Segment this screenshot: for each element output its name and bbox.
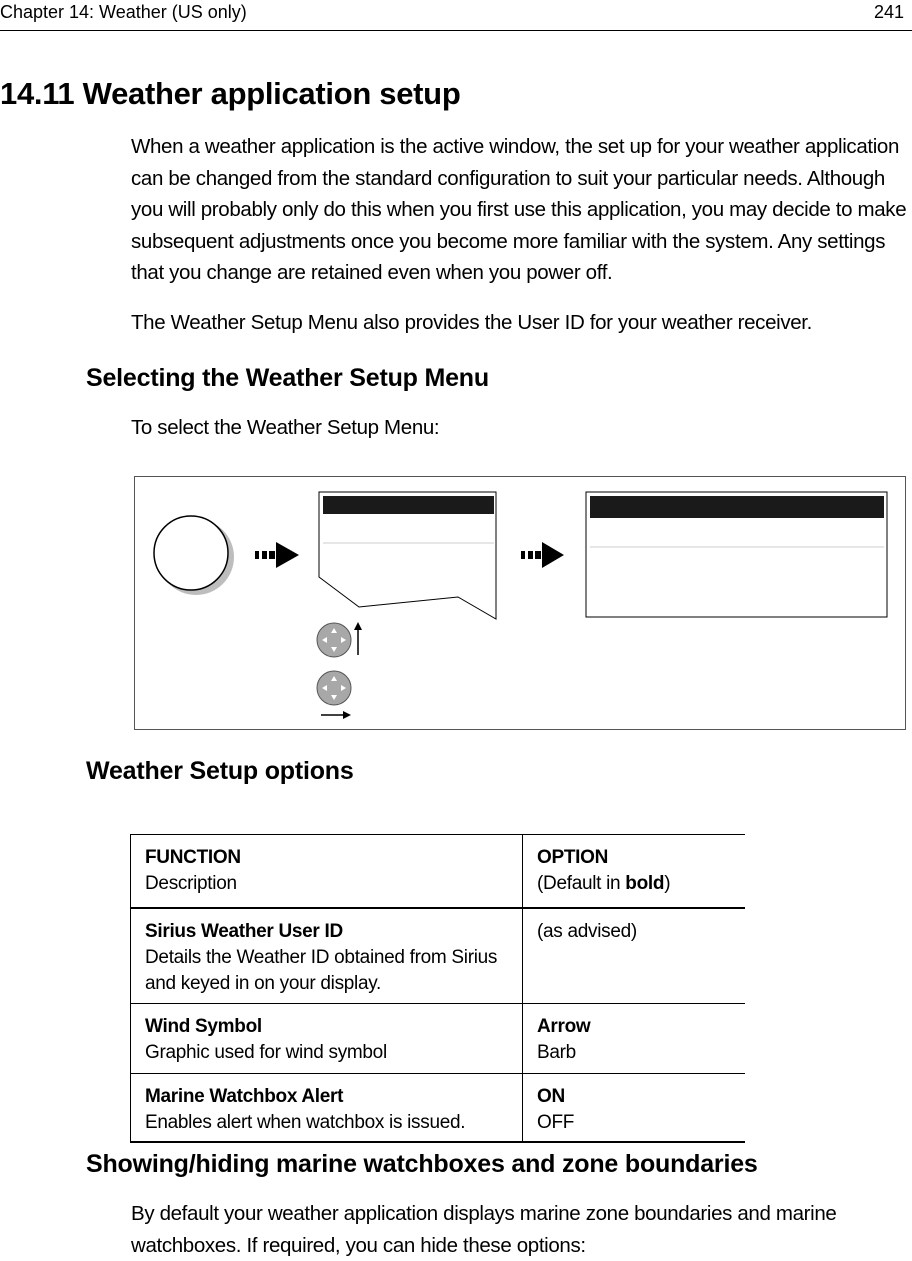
- table-header-function: FUNCTION Description: [131, 835, 523, 909]
- option-value: (as advised): [537, 921, 637, 942]
- trackpad-right-icon: [317, 671, 351, 719]
- chapter-title: Chapter 14: Weather (US only): [0, 2, 247, 22]
- selecting-menu-text: To select the Weather Setup Menu:: [131, 416, 440, 439]
- option-value: Barb: [537, 1042, 576, 1063]
- arrow-right-icon: [521, 542, 564, 568]
- table-row: [131, 908, 746, 1004]
- page-number: 241: [873, 2, 904, 22]
- table-header-row: [131, 835, 746, 909]
- setup-options-table: [130, 834, 745, 1143]
- table-row: [131, 1074, 746, 1143]
- function-description: Enables alert when watchbox is issued.: [145, 1112, 466, 1133]
- function-name: Marine Watchbox Alert: [145, 1086, 344, 1107]
- intro-paragraph-2: The Weather Setup Menu also provides the User ID for your weather receiver.: [131, 311, 812, 334]
- option-value: OFF: [537, 1112, 575, 1133]
- option-default: Arrow: [537, 1016, 591, 1037]
- function-description: Details the Weather ID obtained from Sirius and keyed in on your display.: [145, 947, 498, 994]
- setup-menu-panel: [319, 492, 496, 619]
- function-name: Sirius Weather User ID: [145, 921, 343, 942]
- section-title: 14.11 Weather application setup: [0, 76, 461, 111]
- watchboxes-text: By default your weather application displays marine zone boundaries and marine watchboxes. If required, you can hide these options:: [131, 1202, 837, 1257]
- arrow-right-icon: [255, 542, 299, 568]
- function-description: Graphic used for wind symbol: [145, 1042, 387, 1063]
- intro-paragraph: When a weather application is the active window, the set up for your weather application can be changed from the standard configuration to suit your particular needs. Although you will probably only do this when you first use this application, you may decide to make subsequent adjustments once you become more familiar with the system. Any settings that you change are retained even when you power off.: [131, 135, 907, 284]
- heading-selecting-menu: Selecting the Weather Setup Menu: [86, 364, 489, 392]
- page-header: [0, 0, 912, 31]
- menu-selection-diagram: [134, 476, 906, 730]
- trackpad-up-icon: [317, 622, 362, 657]
- menu-button-icon: [154, 516, 234, 595]
- table-header-option: OPTION (Default in bold): [523, 835, 746, 909]
- table-row: [131, 1004, 746, 1074]
- option-default: ON: [537, 1086, 565, 1107]
- weather-setup-menu-panel: [586, 492, 887, 617]
- heading-setup-options: Weather Setup options: [86, 757, 354, 785]
- function-name: Wind Symbol: [145, 1016, 262, 1037]
- heading-watchboxes: Showing/hiding marine watchboxes and zone boundaries: [86, 1150, 758, 1178]
